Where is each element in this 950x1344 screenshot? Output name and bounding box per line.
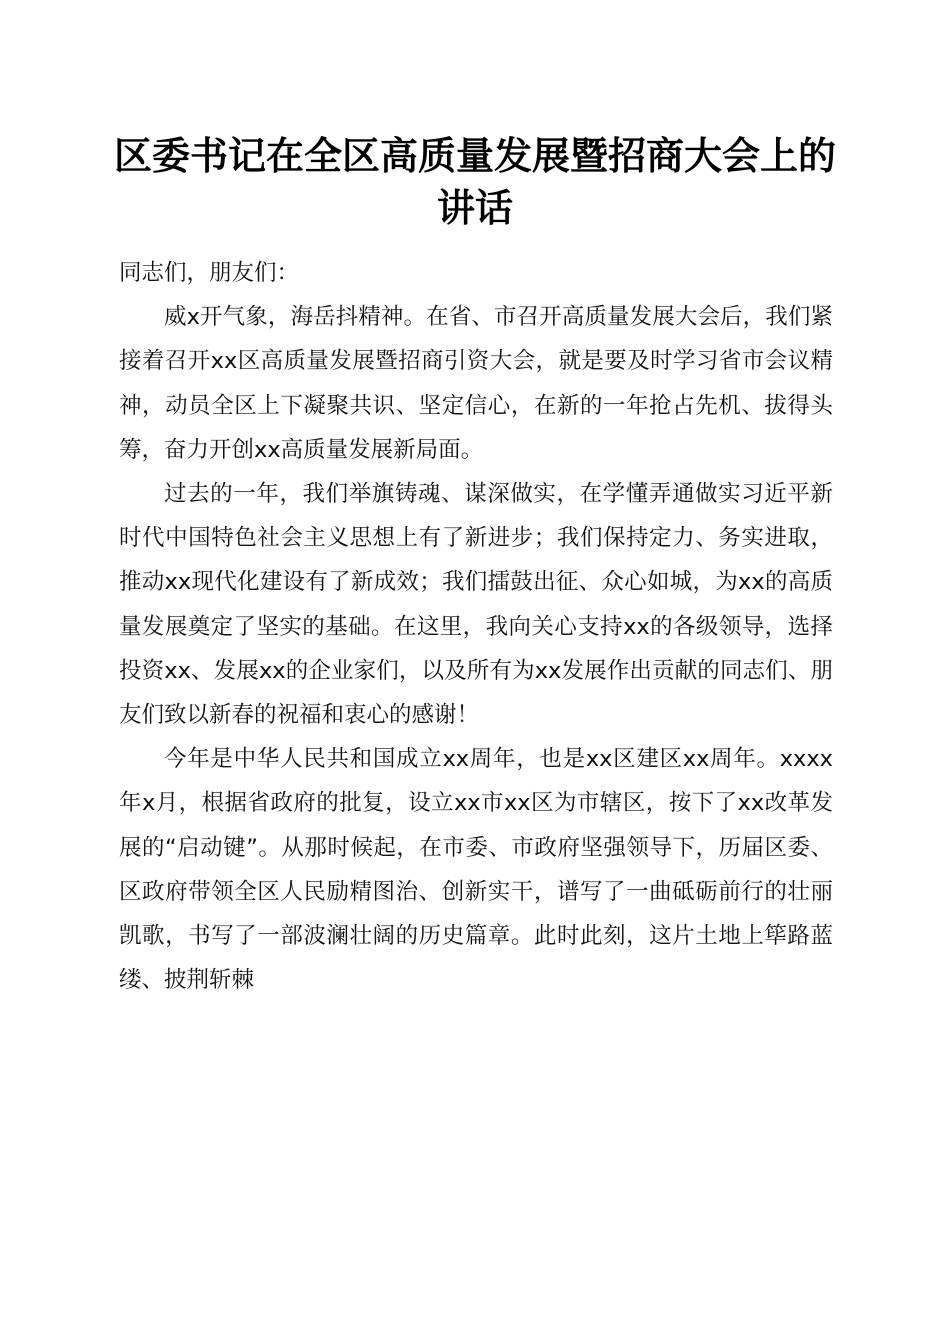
document-title: 区委书记在全区高质量发展暨招商大会上的讲话 bbox=[113, 133, 836, 230]
paragraph-2: 过去的一年，我们举旗铸魂、谋深做实，在学懂弄通做实习近平新时代中国特色社会主义思想上有了新进步；我们保持定力、务实进取，推动xx现代化建设有了新成效；我们擂鼓出征、众心如城，为xx的高质量发展奠定了坚实的基础。在这里，我向关心支持xx的各级领导，选择投资xx、发展xx的企业家们，以及所有为xx发展作出贡献的同志们、朋友们致以新春的祝福和衷心的感谢！ bbox=[119, 481, 833, 729]
paragraph-1: 威x开气象，海岳抖精神。在省、市召开高质量发展大会后，我们紧接着召开xx区高质量发展暨招商引资大会，就是要及时学习省市会议精神，动员全区上下凝聚共识、坚定信心，在新的一年抢占先机、拔得头筹，奋力开创xx高质量发展新局面。 bbox=[119, 304, 833, 463]
document-body bbox=[119, 251, 833, 1002]
salutation: 同志们，朋友们： bbox=[119, 260, 300, 286]
paragraph-3: 今年是中华人民共和国成立xx周年，也是xx区建区xx周年。xxxx年x月，根据省政府的批复，设立xx市xx区为市辖区，按下了xx改革发展的“启动键”。从那时候起，在市委、市政府坚强领导下，历届区委、区政府带领全区人民励精图治、创新实干，谱写了一曲砥砺前行的壮丽凯歌，书写了一部波澜壮阔的历史篇章。此时此刻，这片土地上筚路蓝缕、披荆斩棘 bbox=[119, 746, 833, 994]
